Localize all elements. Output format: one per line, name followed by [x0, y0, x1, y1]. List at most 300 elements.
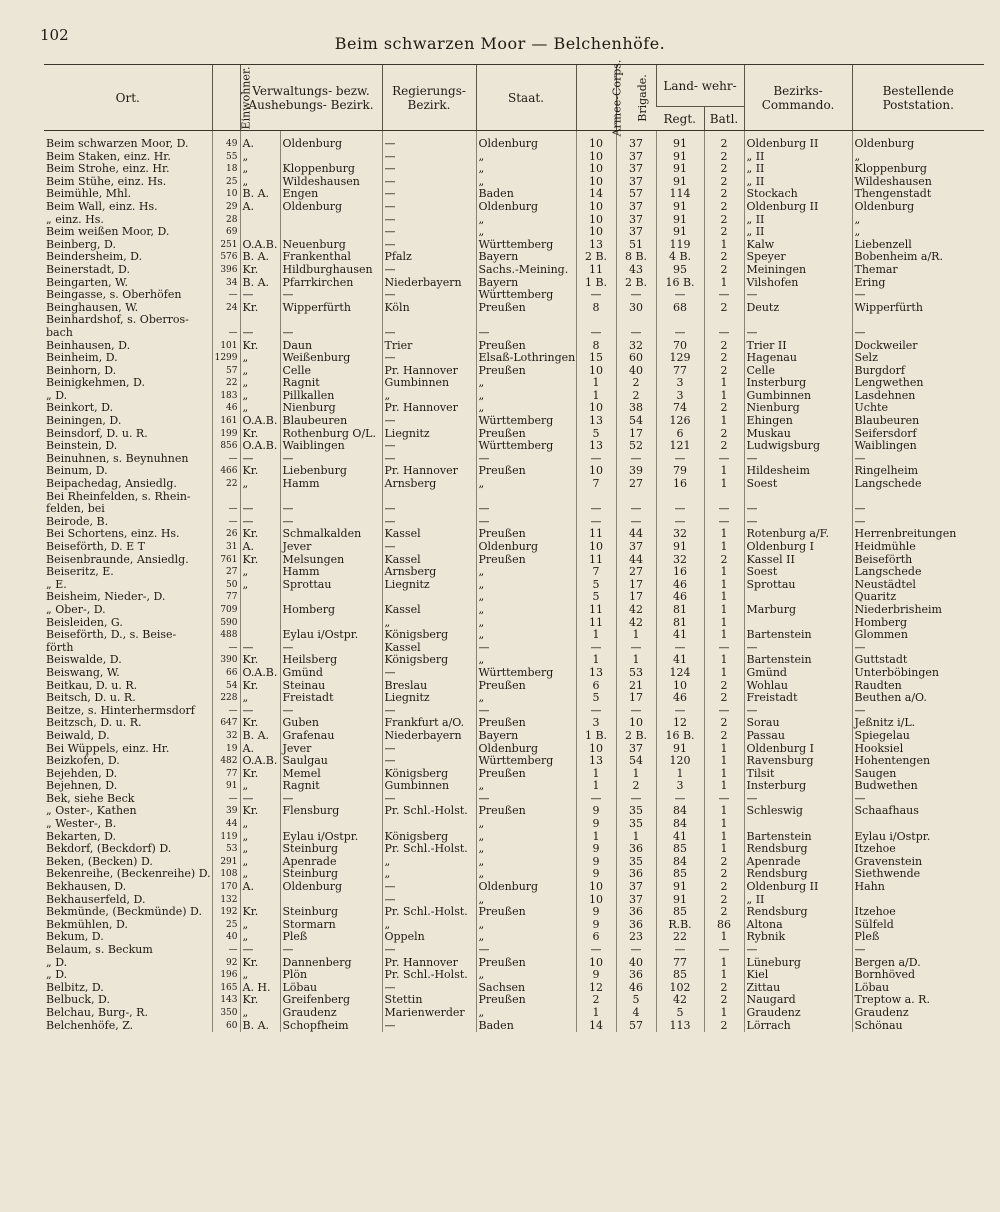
cell-ort: Bek, siehe Beck [46, 792, 135, 805]
cell-verwaltung-kind [240, 591, 280, 604]
cell-verwaltung-bezirk: Graudenz [280, 1007, 382, 1020]
cell-brigade: 37 [616, 214, 656, 227]
cell-poststation: Lasdehnen [852, 390, 984, 403]
cell-bezirks-commando: — [744, 453, 852, 466]
cell-poststation: Uchte [852, 402, 984, 415]
cell-staat: Württemberg [476, 415, 576, 428]
cell-staat: Sachs.-Meining. [476, 264, 576, 277]
cell-staat: Preußen [476, 768, 576, 781]
cell-bezirks-commando: Rendsburg [744, 843, 852, 856]
cell-batl: 2 [704, 402, 744, 415]
cell-einwohner: 590 [212, 617, 240, 630]
cell-armee-corps: 9 [576, 868, 616, 881]
cell-poststation: Kloppenburg [852, 163, 984, 176]
cell-einwohner: 466 [212, 465, 240, 478]
cell-bezirks-commando: Hagenau [744, 352, 852, 365]
cell-verwaltung-kind [240, 491, 280, 504]
cell-poststation: Homberg [852, 617, 984, 630]
header-verwaltung: Verwaltungs- bezw. Aushebungs- Bezirk. [240, 65, 382, 131]
cell-verwaltung-kind: Kr. [240, 805, 280, 818]
cell-einwohner: 132 [212, 894, 240, 907]
cell-poststation: Blaubeuren [852, 415, 984, 428]
table-row [44, 856, 984, 869]
cell-brigade: 2 [616, 390, 656, 403]
cell-armee-corps: 7 [576, 478, 616, 491]
cell-brigade [616, 491, 656, 504]
table-row [44, 805, 984, 818]
cell-armee-corps: 5 [576, 428, 616, 441]
cell-regt: 16 [656, 478, 704, 491]
cell-regierung: Köln [382, 302, 476, 315]
cell-einwohner: 91 [212, 780, 240, 793]
cell-bezirks-commando: Stockach [744, 188, 852, 201]
cell-staat: „ [476, 176, 576, 189]
header-brigade: Brigade. [616, 65, 656, 131]
cell-armee-corps: — [576, 453, 616, 466]
cell-regierung: — [382, 743, 476, 756]
cell-ort: Beiseförth, D., s. Beise- [46, 629, 177, 642]
cell-staat: Württemberg [476, 239, 576, 252]
cell-verwaltung-bezirk: Greifenberg [280, 994, 382, 1007]
cell-ort: Beitkau, D. u. R. [46, 679, 138, 692]
cell-armee-corps: — [576, 289, 616, 302]
cell-bezirks-commando: Bartenstein [744, 629, 852, 642]
table-row [44, 365, 984, 378]
cell-armee-corps: 10 [576, 465, 616, 478]
cell-regierung: Königsberg [382, 629, 476, 642]
cell-batl: 2 [704, 151, 744, 164]
cell-batl: — [704, 327, 744, 340]
cell-verwaltung-kind: Kr. [240, 906, 280, 919]
cell-ort: Beiningen, D. [46, 415, 122, 428]
cell-poststation: Graudenz [852, 1007, 984, 1020]
cell-brigade: 42 [616, 617, 656, 630]
cell-batl: 2 [704, 201, 744, 214]
gazetteer-table-container [44, 59, 984, 1032]
cell-einwohner: 46 [212, 402, 240, 415]
cell-staat: — [476, 944, 576, 957]
cell-verwaltung-kind: Kr. [240, 768, 280, 781]
cell-verwaltung-kind: A. [240, 138, 280, 151]
cell-regt: — [656, 944, 704, 957]
cell-einwohner: 29 [212, 201, 240, 214]
cell-staat: „ [476, 591, 576, 604]
cell-poststation [852, 818, 984, 831]
cell-verwaltung-bezirk: Freistadt [280, 692, 382, 705]
cell-regt: 91 [656, 151, 704, 164]
table-row [44, 642, 984, 655]
cell-verwaltung-kind [240, 314, 280, 327]
cell-regierung: — [382, 176, 476, 189]
cell-bezirks-commando: Sorau [744, 717, 852, 730]
table-row [44, 151, 984, 164]
header-staat: Staat. [476, 65, 576, 131]
cell-poststation: Glommen [852, 629, 984, 642]
cell-bezirks-commando: — [744, 705, 852, 718]
cell-verwaltung-kind: „ [240, 352, 280, 365]
cell-armee-corps: 1 [576, 1007, 616, 1020]
table-row [44, 402, 984, 415]
cell-verwaltung-bezirk: Daun [280, 340, 382, 353]
cell-poststation: Beuthen a/O. [852, 692, 984, 705]
cell-brigade: 21 [616, 680, 656, 693]
cell-ort: Beitzsch, D. u. R. [46, 717, 142, 730]
cell-regt: 120 [656, 755, 704, 768]
cell-bezirks-commando: „ II [744, 163, 852, 176]
cell-poststation: Eylau i/Ostpr. [852, 831, 984, 844]
cell-einwohner: 170 [212, 881, 240, 894]
cell-batl: 1 [704, 843, 744, 856]
cell-armee-corps: 10 [576, 743, 616, 756]
cell-poststation: Burgdorf [852, 365, 984, 378]
cell-regt: 91 [656, 541, 704, 554]
cell-poststation: Wildeshausen [852, 176, 984, 189]
cell-verwaltung-kind: „ [240, 831, 280, 844]
cell-batl: 1 [704, 465, 744, 478]
cell-batl: 1 [704, 755, 744, 768]
cell-regierung: Oppeln [382, 931, 476, 944]
cell-regierung: — [382, 516, 476, 529]
cell-poststation: — [852, 705, 984, 718]
cell-poststation: Neustädtel [852, 579, 984, 592]
cell-ort: felden, bei [46, 503, 105, 516]
table-row [44, 352, 984, 365]
cell-einwohner: 647 [212, 717, 240, 730]
cell-armee-corps: 8 [576, 340, 616, 353]
cell-verwaltung-kind: — [240, 642, 280, 655]
cell-batl: 1 [704, 780, 744, 793]
cell-einwohner: 54 [212, 680, 240, 693]
cell-poststation: Themar [852, 264, 984, 277]
cell-regierung: Königsberg [382, 654, 476, 667]
cell-armee-corps: — [576, 503, 616, 516]
cell-regt: — [656, 327, 704, 340]
cell-verwaltung-bezirk: Hamm [280, 478, 382, 491]
cell-poststation: — [852, 503, 984, 516]
cell-verwaltung-bezirk: Ragnit [280, 780, 382, 793]
cell-ort: Bei Rheinfelden, s. Rhein- [46, 490, 191, 503]
cell-brigade: — [616, 944, 656, 957]
cell-einwohner: — [212, 503, 240, 516]
cell-batl: 1 [704, 1007, 744, 1020]
cell-staat: „ [476, 818, 576, 831]
cell-poststation: Unterböbingen [852, 667, 984, 680]
cell-ort: Beim Staken, einz. Hr. [46, 150, 171, 163]
cell-brigade: — [616, 642, 656, 655]
table-row [44, 617, 984, 630]
cell-regt: 119 [656, 239, 704, 252]
cell-regierung: Arnsberg [382, 478, 476, 491]
cell-armee-corps: 9 [576, 856, 616, 869]
cell-ort: Beinigkehmen, D. [46, 377, 145, 390]
cell-einwohner: 66 [212, 667, 240, 680]
cell-regierung: Kassel [382, 528, 476, 541]
cell-verwaltung-kind: — [240, 793, 280, 806]
cell-staat: Preußen [476, 906, 576, 919]
cell-verwaltung-kind: — [240, 289, 280, 302]
cell-staat [476, 491, 576, 504]
table-row [44, 138, 984, 151]
cell-brigade: 42 [616, 604, 656, 617]
cell-batl: 1 [704, 805, 744, 818]
cell-bezirks-commando: Ehingen [744, 415, 852, 428]
cell-poststation: Bornhöved [852, 969, 984, 982]
cell-verwaltung-bezirk: Homberg [280, 604, 382, 617]
cell-verwaltung-kind [240, 629, 280, 642]
cell-ort: Beim Wall, einz. Hs. [46, 200, 158, 213]
cell-armee-corps: — [576, 516, 616, 529]
table-row [44, 931, 984, 944]
cell-verwaltung-kind: „ [240, 478, 280, 491]
cell-verwaltung-kind: „ [240, 780, 280, 793]
cell-brigade: 30 [616, 302, 656, 315]
cell-bezirks-commando: — [744, 642, 852, 655]
cell-regierung: Pr. Hannover [382, 957, 476, 970]
cell-poststation: Siethwende [852, 868, 984, 881]
cell-bezirks-commando: Hildesheim [744, 465, 852, 478]
cell-verwaltung-bezirk: Plön [280, 969, 382, 982]
cell-staat: „ [476, 843, 576, 856]
cell-regt: 85 [656, 906, 704, 919]
cell-bezirks-commando: Gmünd [744, 667, 852, 680]
cell-regierung: „ [382, 919, 476, 932]
cell-einwohner: 40 [212, 931, 240, 944]
cell-verwaltung-bezirk: Steinburg [280, 868, 382, 881]
cell-bezirks-commando: Apenrade [744, 856, 852, 869]
cell-verwaltung-kind: O.A.B. [240, 239, 280, 252]
cell-brigade: 35 [616, 856, 656, 869]
cell-staat: „ [476, 579, 576, 592]
cell-regierung: Pr. Hannover [382, 365, 476, 378]
cell-verwaltung-bezirk: Gmünd [280, 667, 382, 680]
cell-verwaltung-kind: B. A. [240, 251, 280, 264]
cell-verwaltung-bezirk: Apenrade [280, 856, 382, 869]
cell-regierung: — [382, 352, 476, 365]
cell-brigade: 51 [616, 239, 656, 252]
cell-regt: 95 [656, 264, 704, 277]
cell-verwaltung-bezirk: Neuenburg [280, 239, 382, 252]
cell-bezirks-commando: Marburg [744, 604, 852, 617]
cell-poststation: Wipperfürth [852, 302, 984, 315]
cell-einwohner: 26 [212, 528, 240, 541]
cell-bezirks-commando: Kassel II [744, 554, 852, 567]
cell-verwaltung-kind [240, 214, 280, 227]
cell-regt: 46 [656, 579, 704, 592]
cell-verwaltung-kind: „ [240, 1007, 280, 1020]
table-row [44, 1007, 984, 1020]
cell-staat: — [476, 705, 576, 718]
cell-ort: Beiwald, D. [46, 729, 110, 742]
cell-poststation: — [852, 327, 984, 340]
cell-einwohner: 18 [212, 163, 240, 176]
cell-staat: „ [476, 402, 576, 415]
cell-armee-corps: 3 [576, 717, 616, 730]
cell-regt: 85 [656, 969, 704, 982]
cell-batl: — [704, 944, 744, 957]
cell-regierung: Pr. Schl.-Holst. [382, 843, 476, 856]
cell-regierung: Pr. Schl.-Holst. [382, 906, 476, 919]
cell-ort: Beim weißen Moor, D. [46, 226, 170, 239]
cell-regierung [382, 491, 476, 504]
cell-brigade: — [616, 516, 656, 529]
cell-regt: 3 [656, 390, 704, 403]
cell-poststation: Liebenzell [852, 239, 984, 252]
cell-ort: Beken, (Becken) D. [46, 855, 153, 868]
cell-poststation: Ering [852, 277, 984, 290]
header-regt: Regt. [656, 107, 704, 131]
cell-ort: Beinberg, D. [46, 238, 116, 251]
cell-armee-corps: — [576, 327, 616, 340]
cell-armee-corps: 14 [576, 1020, 616, 1033]
cell-verwaltung-kind: — [240, 516, 280, 529]
table-row [44, 1020, 984, 1033]
cell-bezirks-commando [744, 818, 852, 831]
cell-regt [656, 491, 704, 504]
cell-verwaltung-bezirk: Hildburghausen [280, 264, 382, 277]
cell-regt: 84 [656, 818, 704, 831]
table-row [44, 390, 984, 403]
cell-verwaltung-bezirk [280, 226, 382, 239]
cell-brigade: 2 B. [616, 277, 656, 290]
cell-poststation: Raudten [852, 680, 984, 693]
cell-armee-corps: — [576, 705, 616, 718]
cell-verwaltung-kind: Kr. [240, 654, 280, 667]
cell-brigade: 37 [616, 201, 656, 214]
table-row [44, 743, 984, 756]
cell-staat: Preußen [476, 717, 576, 730]
cell-verwaltung-bezirk: Pleß [280, 931, 382, 944]
cell-einwohner: 396 [212, 264, 240, 277]
cell-bezirks-commando: „ II [744, 894, 852, 907]
cell-poststation: — [852, 944, 984, 957]
cell-poststation: — [852, 516, 984, 529]
cell-batl: 1 [704, 957, 744, 970]
cell-bezirks-commando: „ II [744, 176, 852, 189]
cell-poststation: Budwethen [852, 780, 984, 793]
cell-regt: 41 [656, 831, 704, 844]
cell-regt: 32 [656, 554, 704, 567]
cell-verwaltung-bezirk: Ragnit [280, 377, 382, 390]
cell-ort: Beindersheim, D. [46, 251, 143, 264]
cell-batl: 1 [704, 277, 744, 290]
cell-bezirks-commando: Oldenburg II [744, 201, 852, 214]
cell-poststation: „ [852, 226, 984, 239]
cell-bezirks-commando: Rybnik [744, 931, 852, 944]
cell-batl: 2 [704, 730, 744, 743]
cell-staat: „ [476, 654, 576, 667]
cell-batl: — [704, 705, 744, 718]
cell-verwaltung-kind: Kr. [240, 465, 280, 478]
cell-einwohner: 228 [212, 692, 240, 705]
cell-armee-corps: 13 [576, 239, 616, 252]
cell-regt: 41 [656, 629, 704, 642]
cell-regt: 46 [656, 591, 704, 604]
cell-regierung: Kassel [382, 604, 476, 617]
cell-regt: 91 [656, 743, 704, 756]
cell-poststation: Löbau [852, 982, 984, 995]
cell-ort: Bei Schortens, einz. Hs. [46, 528, 180, 541]
cell-regt: 6 [656, 428, 704, 441]
table-row [44, 188, 984, 201]
cell-regierung: Liegnitz [382, 692, 476, 705]
cell-ort: Beim schwarzen Moor, D. [46, 138, 189, 150]
cell-regt: 3 [656, 780, 704, 793]
cell-staat: Oldenburg [476, 743, 576, 756]
cell-staat: „ [476, 478, 576, 491]
cell-brigade: 46 [616, 982, 656, 995]
cell-batl: 2 [704, 138, 744, 151]
table-body [44, 131, 984, 1033]
cell-brigade: 1 [616, 654, 656, 667]
cell-verwaltung-kind: Kr. [240, 264, 280, 277]
cell-verwaltung-bezirk: Schmalkalden [280, 528, 382, 541]
cell-ort: Beim Stühe, einz. Hs. [46, 175, 167, 188]
cell-regt: 113 [656, 1020, 704, 1033]
cell-armee-corps: 11 [576, 264, 616, 277]
cell-einwohner: 101 [212, 340, 240, 353]
cell-regt: 79 [656, 465, 704, 478]
header-bezirks-commando: Bezirks- Commando. [744, 65, 852, 131]
cell-ort: Beitze, s. Hinterhermsdorf [46, 704, 195, 717]
cell-regierung: — [382, 188, 476, 201]
table-row [44, 894, 984, 907]
cell-batl: 2 [704, 226, 744, 239]
table-row [44, 428, 984, 441]
cell-poststation: Lengwethen [852, 377, 984, 390]
cell-ort: Beinsdorf, D. u. R. [46, 427, 148, 440]
cell-staat: „ [476, 214, 576, 227]
cell-brigade: 37 [616, 743, 656, 756]
cell-poststation: Langschede [852, 566, 984, 579]
cell-poststation: Hooksiel [852, 743, 984, 756]
cell-armee-corps: 10 [576, 226, 616, 239]
cell-staat: Preußen [476, 302, 576, 315]
cell-bezirks-commando: Oldenburg II [744, 138, 852, 151]
cell-brigade: 54 [616, 755, 656, 768]
cell-verwaltung-bezirk: Eylau i/Ostpr. [280, 831, 382, 844]
cell-staat: Preußen [476, 994, 576, 1007]
cell-staat: Preußen [476, 428, 576, 441]
cell-bezirks-commando: Rotenburg a/F. [744, 528, 852, 541]
cell-verwaltung-kind [240, 604, 280, 617]
cell-batl: 1 [704, 931, 744, 944]
cell-brigade: 36 [616, 843, 656, 856]
cell-einwohner: 55 [212, 151, 240, 164]
cell-regt: — [656, 705, 704, 718]
cell-einwohner: — [212, 642, 240, 655]
table-row [44, 528, 984, 541]
cell-verwaltung-bezirk: Oldenburg [280, 201, 382, 214]
cell-batl: — [704, 453, 744, 466]
cell-einwohner: — [212, 793, 240, 806]
table-row [44, 465, 984, 478]
cell-batl: 1 [704, 768, 744, 781]
cell-verwaltung-bezirk [280, 314, 382, 327]
cell-verwaltung-kind: A. [240, 881, 280, 894]
cell-regierung: — [382, 453, 476, 466]
cell-brigade: 17 [616, 692, 656, 705]
cell-einwohner: 77 [212, 768, 240, 781]
cell-verwaltung-kind: Kr. [240, 994, 280, 1007]
cell-batl: 1 [704, 415, 744, 428]
cell-einwohner: 196 [212, 969, 240, 982]
cell-regt: 81 [656, 604, 704, 617]
cell-poststation: Bergen a/D. [852, 957, 984, 970]
cell-verwaltung-kind: „ [240, 843, 280, 856]
table-row [44, 226, 984, 239]
cell-armee-corps: 11 [576, 604, 616, 617]
cell-bezirks-commando: — [744, 944, 852, 957]
